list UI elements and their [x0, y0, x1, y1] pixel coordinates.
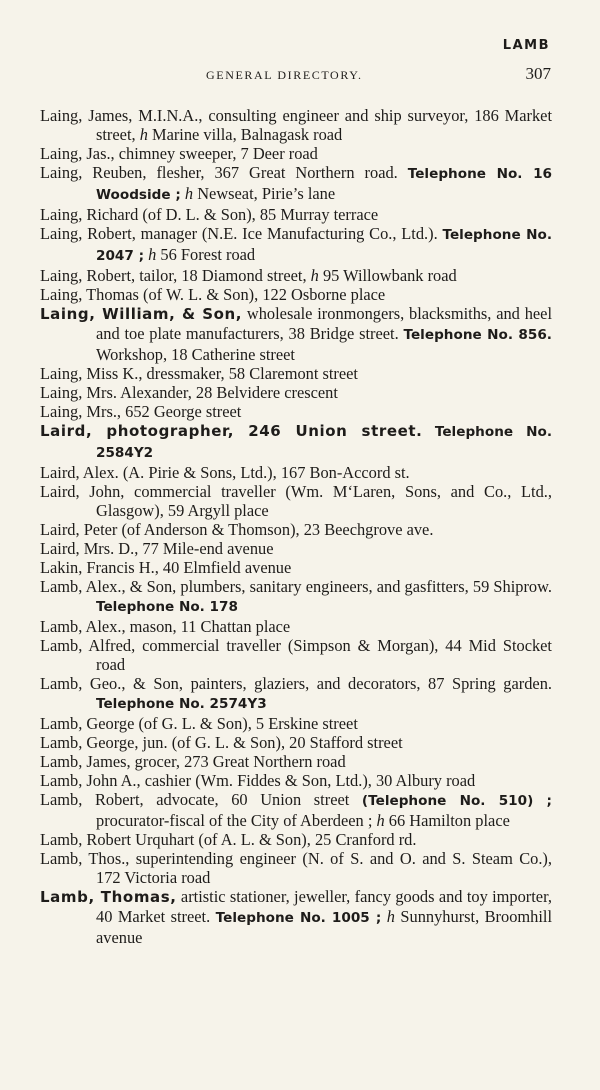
- entry-text: Lamb, George (of G. L. & Son), 5 Erskine street: [40, 714, 358, 733]
- directory-entry: [40, 364, 552, 383]
- entry-text: Lamb, Alex., mason, 11 Chattan place: [40, 617, 291, 636]
- directory-entries: [40, 106, 552, 947]
- entry-text: Lamb, James, grocer, 273 Great Northern road: [40, 752, 346, 771]
- entry-home-marker: h: [310, 266, 319, 285]
- directory-entry: [40, 714, 552, 733]
- directory-entry: [40, 520, 552, 539]
- entry-text: Marine villa, Balnagask road: [147, 125, 343, 144]
- entry-text: Laing, Mrs., 652 George street: [40, 402, 242, 421]
- directory-entry: [40, 558, 552, 577]
- page-number: 307: [525, 64, 551, 83]
- entry-text: Laing, Reuben, flesher, 367 Great Northern road.: [40, 163, 408, 182]
- entry-telephone: Telephone No. 2584Y2: [96, 424, 552, 461]
- entry-telephone: Telephone No. 2574Y3: [96, 696, 267, 712]
- entry-text: Laing, Robert, tailor, 18 Diamond street,: [40, 266, 311, 285]
- directory-entry: [40, 383, 552, 402]
- directory-entry: [40, 887, 552, 947]
- entry-text: Laird, Peter (of Anderson & Thomson), 23 Beechgrove ave.: [40, 520, 434, 539]
- directory-entry: [40, 482, 552, 520]
- directory-entry: [40, 636, 552, 674]
- entry-home-marker: h: [386, 907, 395, 926]
- running-head-word: LAMB: [502, 38, 550, 53]
- entry-text: Sunnyhurst, Broomhill avenue: [96, 907, 553, 947]
- running-head-title: GENERAL DIRECTORY.: [206, 68, 363, 82]
- entry-telephone: Telephone No. 856.: [403, 327, 552, 343]
- entry-text: Laing, Robert, manager (N.E. Ice Manufacturing Co., Ltd.).: [40, 224, 443, 243]
- directory-entry: [40, 144, 552, 163]
- entry-text: Lamb, Alfred, commercial traveller (Simpson & Morgan), 44 Mid Stocket road: [40, 636, 552, 674]
- entry-home-marker: h: [148, 245, 157, 264]
- entry-telephone: Telephone No. 178: [96, 599, 238, 615]
- entry-text: Newseat, Pirie’s lane: [193, 184, 336, 203]
- directory-entry: [40, 266, 552, 285]
- directory-entry: [40, 771, 552, 790]
- entry-bold-name: Laird, photographer, 246 Union street.: [40, 422, 423, 440]
- directory-entry: [40, 830, 552, 849]
- entry-telephone: Telephone No. 2047 ;: [96, 227, 553, 264]
- entry-text: Lamb, Alex., & Son, plumbers, sanitary engineers, and gasfitters, 59 Shiprow.: [40, 577, 552, 596]
- entry-text: Workshop, 18 Catherine street: [96, 345, 295, 364]
- directory-entry: [40, 849, 552, 887]
- entry-text: Lamb, Thos., superintending engineer (N. of S. and O. and S. Steam Co.), 172 Victoria road: [40, 849, 552, 887]
- entry-home-marker: h: [139, 125, 148, 144]
- entry-bold-name: Laing, William, & Son,: [40, 305, 243, 323]
- entry-text: Laird, Mrs. D., 77 Mile-end avenue: [40, 539, 274, 558]
- directory-entry: [40, 402, 552, 421]
- entry-text: 66 Hamilton place: [384, 811, 510, 830]
- entry-telephone: (Telephone No. 510) ;: [361, 793, 552, 809]
- entry-text: Lamb, Robert, advocate, 60 Union street: [40, 790, 362, 809]
- directory-entry: [40, 463, 552, 482]
- entry-text: Lakin, Francis H., 40 Elmfield avenue: [40, 558, 292, 577]
- entry-text: [422, 421, 434, 440]
- directory-entry: [40, 733, 552, 752]
- entry-text: Laing, James, M.I.N.A., consulting engineer and ship surveyor, 186 Market street,: [40, 106, 552, 144]
- directory-entry: [40, 617, 552, 636]
- entry-text: wholesale ironmongers, blacksmiths, and heel and toe plate manufacturers, 38 Bridge street.: [96, 304, 552, 343]
- entry-text: procurator-fiscal of the City of Aberdeen ;: [96, 811, 377, 830]
- entry-telephone: Telephone No. 1005 ;: [215, 910, 382, 926]
- directory-entry: [40, 539, 552, 558]
- entry-text: Lamb, Geo., & Son, painters, glaziers, and decorators, 87 Spring garden.: [40, 674, 552, 693]
- entry-text: Laing, Miss K., dressmaker, 58 Claremont street: [40, 364, 358, 383]
- directory-entry: [40, 304, 552, 364]
- entry-telephone: Telephone No. 16 Woodside ;: [96, 166, 552, 203]
- entry-text: Laing, Richard (of D. L. & Son), 85 Murray terrace: [40, 205, 379, 224]
- entry-text: Laing, Jas., chimney sweeper, 7 Deer road: [40, 144, 318, 163]
- entry-text: Laing, Mrs. Alexander, 28 Belvidere crescent: [40, 383, 338, 402]
- entry-text: Lamb, John A., cashier (Wm. Fiddes & Son, Ltd.), 30 Albury road: [40, 771, 476, 790]
- directory-entry: [40, 790, 552, 830]
- directory-entry: [40, 577, 552, 617]
- entry-text: Laird, Alex. (A. Pirie & Sons, Ltd.), 167 Bon-Accord st.: [40, 463, 410, 482]
- entry-text: Lamb, Robert Urquhart (of A. L. & Son), 25 Cranford rd.: [40, 830, 417, 849]
- entry-text: Lamb, George, jun. (of G. L. & Son), 20 Stafford street: [40, 733, 403, 752]
- directory-entry: [40, 224, 552, 266]
- directory-entry: [40, 674, 552, 714]
- directory-entry: [40, 106, 552, 144]
- directory-entry: [40, 205, 552, 224]
- directory-entry: [40, 163, 552, 205]
- entry-text: 56 Forest road: [156, 245, 256, 264]
- entry-home-marker: h: [376, 811, 385, 830]
- directory-entry: [40, 752, 552, 771]
- directory-entry: [40, 285, 552, 304]
- entry-text: Laing, Thomas (of W. L. & Son), 122 Osborne place: [40, 285, 386, 304]
- entry-home-marker: h: [184, 184, 194, 203]
- entry-text: Laird, John, commercial traveller (Wm. M‘Laren, Sons, and Co., Ltd., Glasgow), 59 Argyll place: [40, 482, 552, 520]
- entry-text: artistic stationer, jeweller, fancy goods and toy importer, 40 Market street.: [96, 887, 552, 926]
- entry-bold-name: Lamb, Thomas,: [40, 888, 177, 906]
- directory-entry: [40, 421, 552, 463]
- entry-text: 95 Willowbank road: [318, 266, 457, 285]
